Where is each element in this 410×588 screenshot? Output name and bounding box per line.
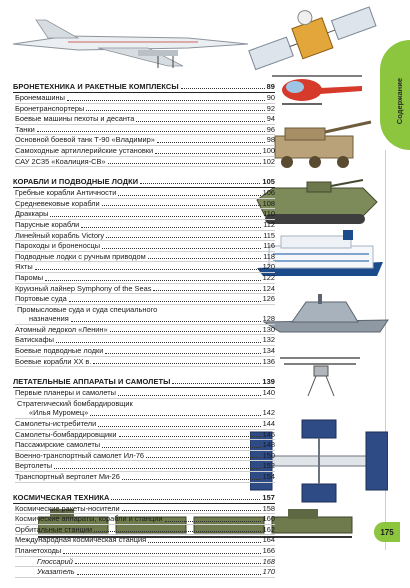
toc-entry[interactable]: Яхты 120 xyxy=(15,262,275,272)
toc-entry[interactable]: Средневековые корабли 108 xyxy=(15,198,275,208)
helicopter-image xyxy=(262,70,370,110)
section-heading[interactable]: БРОНЕТЕХНИКА И РАКЕТНЫЕ КОМПЛЕКСЫ 89 xyxy=(13,82,275,91)
toc-entry[interactable]: Основной боевой танк Т-90 «Владимир» 98 xyxy=(15,135,275,145)
toc-entry[interactable]: Вертолеты 152 xyxy=(15,461,275,471)
toc-entry[interactable]: Планетоходы 166 xyxy=(15,545,275,555)
toc-entry[interactable]: Портовые суда 126 xyxy=(15,294,275,304)
warship-image xyxy=(262,292,390,340)
artillery-vehicle-image xyxy=(265,118,373,170)
toc-entry[interactable]: Подводные лодки с ручным приводом 118 xyxy=(15,251,275,261)
toc-entry[interactable]: Атомный ледокол «Ленин» 130 xyxy=(15,324,275,334)
toc-entry[interactable]: Самоходные артиллерийские установки 100 xyxy=(15,145,275,155)
toc-section xyxy=(13,377,275,482)
toc-entry[interactable]: Самолеты-бомбардировщики 146 xyxy=(15,429,275,439)
satellite-image xyxy=(248,4,378,70)
toc-section xyxy=(13,82,275,167)
section-heading[interactable]: ЛЕТАТЕЛЬНЫЕ АППАРАТЫ И САМОЛЕТЫ 139 xyxy=(13,377,275,387)
toc-entry[interactable]: Боевые подводные лодки 134 xyxy=(15,346,275,356)
toc-entry[interactable]: Космические ракеты-носители 158 xyxy=(15,503,275,513)
toc-section xyxy=(13,493,275,578)
toc-entry[interactable]: Орбитальные станции 162 xyxy=(15,524,275,534)
toc-entry-glossary[interactable]: Глоссарий 168 xyxy=(15,557,275,568)
supersonic-jet-image xyxy=(8,14,253,76)
toc-entry[interactable]: Паромы 122 xyxy=(15,272,275,282)
toc-entry[interactable]: Космические аппараты, корабли и станции 160 xyxy=(15,514,275,524)
toc-entry[interactable]: Линейный корабль Victory 115 xyxy=(15,230,275,240)
toc-entry[interactable]: Первые планеры и самолеты 140 xyxy=(15,388,275,398)
toc-entry[interactable]: Военно-транспортный самолет Ил-76 150 xyxy=(15,450,275,460)
section-label: Содержание xyxy=(395,78,404,125)
toc-entry[interactable]: Батискафы 132 xyxy=(15,335,275,345)
toc-entry[interactable]: Круизный лайнер Symphony of the Seas 124 xyxy=(15,283,275,293)
toc-entry[interactable]: Пассажирские самолеты 148 xyxy=(15,440,275,450)
toc-entry[interactable]: Стратегический бомбардировщик «Илья Муромец» 142 xyxy=(17,398,275,418)
drone-helicopter-image xyxy=(270,350,370,400)
toc-entry[interactable]: Боевые корабли XX в. 136 xyxy=(15,356,275,366)
toc-entry[interactable]: Самолеты-истребители 144 xyxy=(15,419,275,429)
toc-entry-index[interactable]: Указатель 170 xyxy=(15,567,275,578)
toc-entry[interactable]: Бронемашины 90 xyxy=(15,93,275,102)
toc-entry[interactable]: Боевые машины пехоты и десанта 94 xyxy=(15,114,275,124)
toc-entry[interactable]: Танки 96 xyxy=(15,124,275,134)
toc-section xyxy=(13,177,275,367)
toc-entry[interactable]: Парусные корабли 112 xyxy=(15,219,275,229)
section-heading[interactable]: КОСМИЧЕСКАЯ ТЕХНИКА 157 xyxy=(13,492,275,502)
toc-entry[interactable]: Драккары 110 xyxy=(15,209,275,219)
page-number: 175 xyxy=(374,522,400,542)
section-heading[interactable]: КОРАБЛИ И ПОДВОДНЫЕ ЛОДКИ 105 xyxy=(13,177,275,187)
toc-entry[interactable]: Промысловые суда и суда специального назначения 128 xyxy=(17,304,275,324)
toc-entry[interactable]: Транспортный вертолет Ми-26 154 xyxy=(15,472,275,481)
table-of-contents xyxy=(13,82,275,588)
toc-entry[interactable]: Гребные корабли Античности 106 xyxy=(15,188,275,198)
toc-entry[interactable]: САУ 2С35 «Коалиция-СВ» 102 xyxy=(15,156,275,166)
toc-entry[interactable]: Пароходы и броненосцы 116 xyxy=(15,241,275,251)
toc-entry[interactable]: Международная космическая станция 164 xyxy=(15,535,275,545)
toc-entry[interactable]: Бронетранспортеры 92 xyxy=(15,103,275,113)
